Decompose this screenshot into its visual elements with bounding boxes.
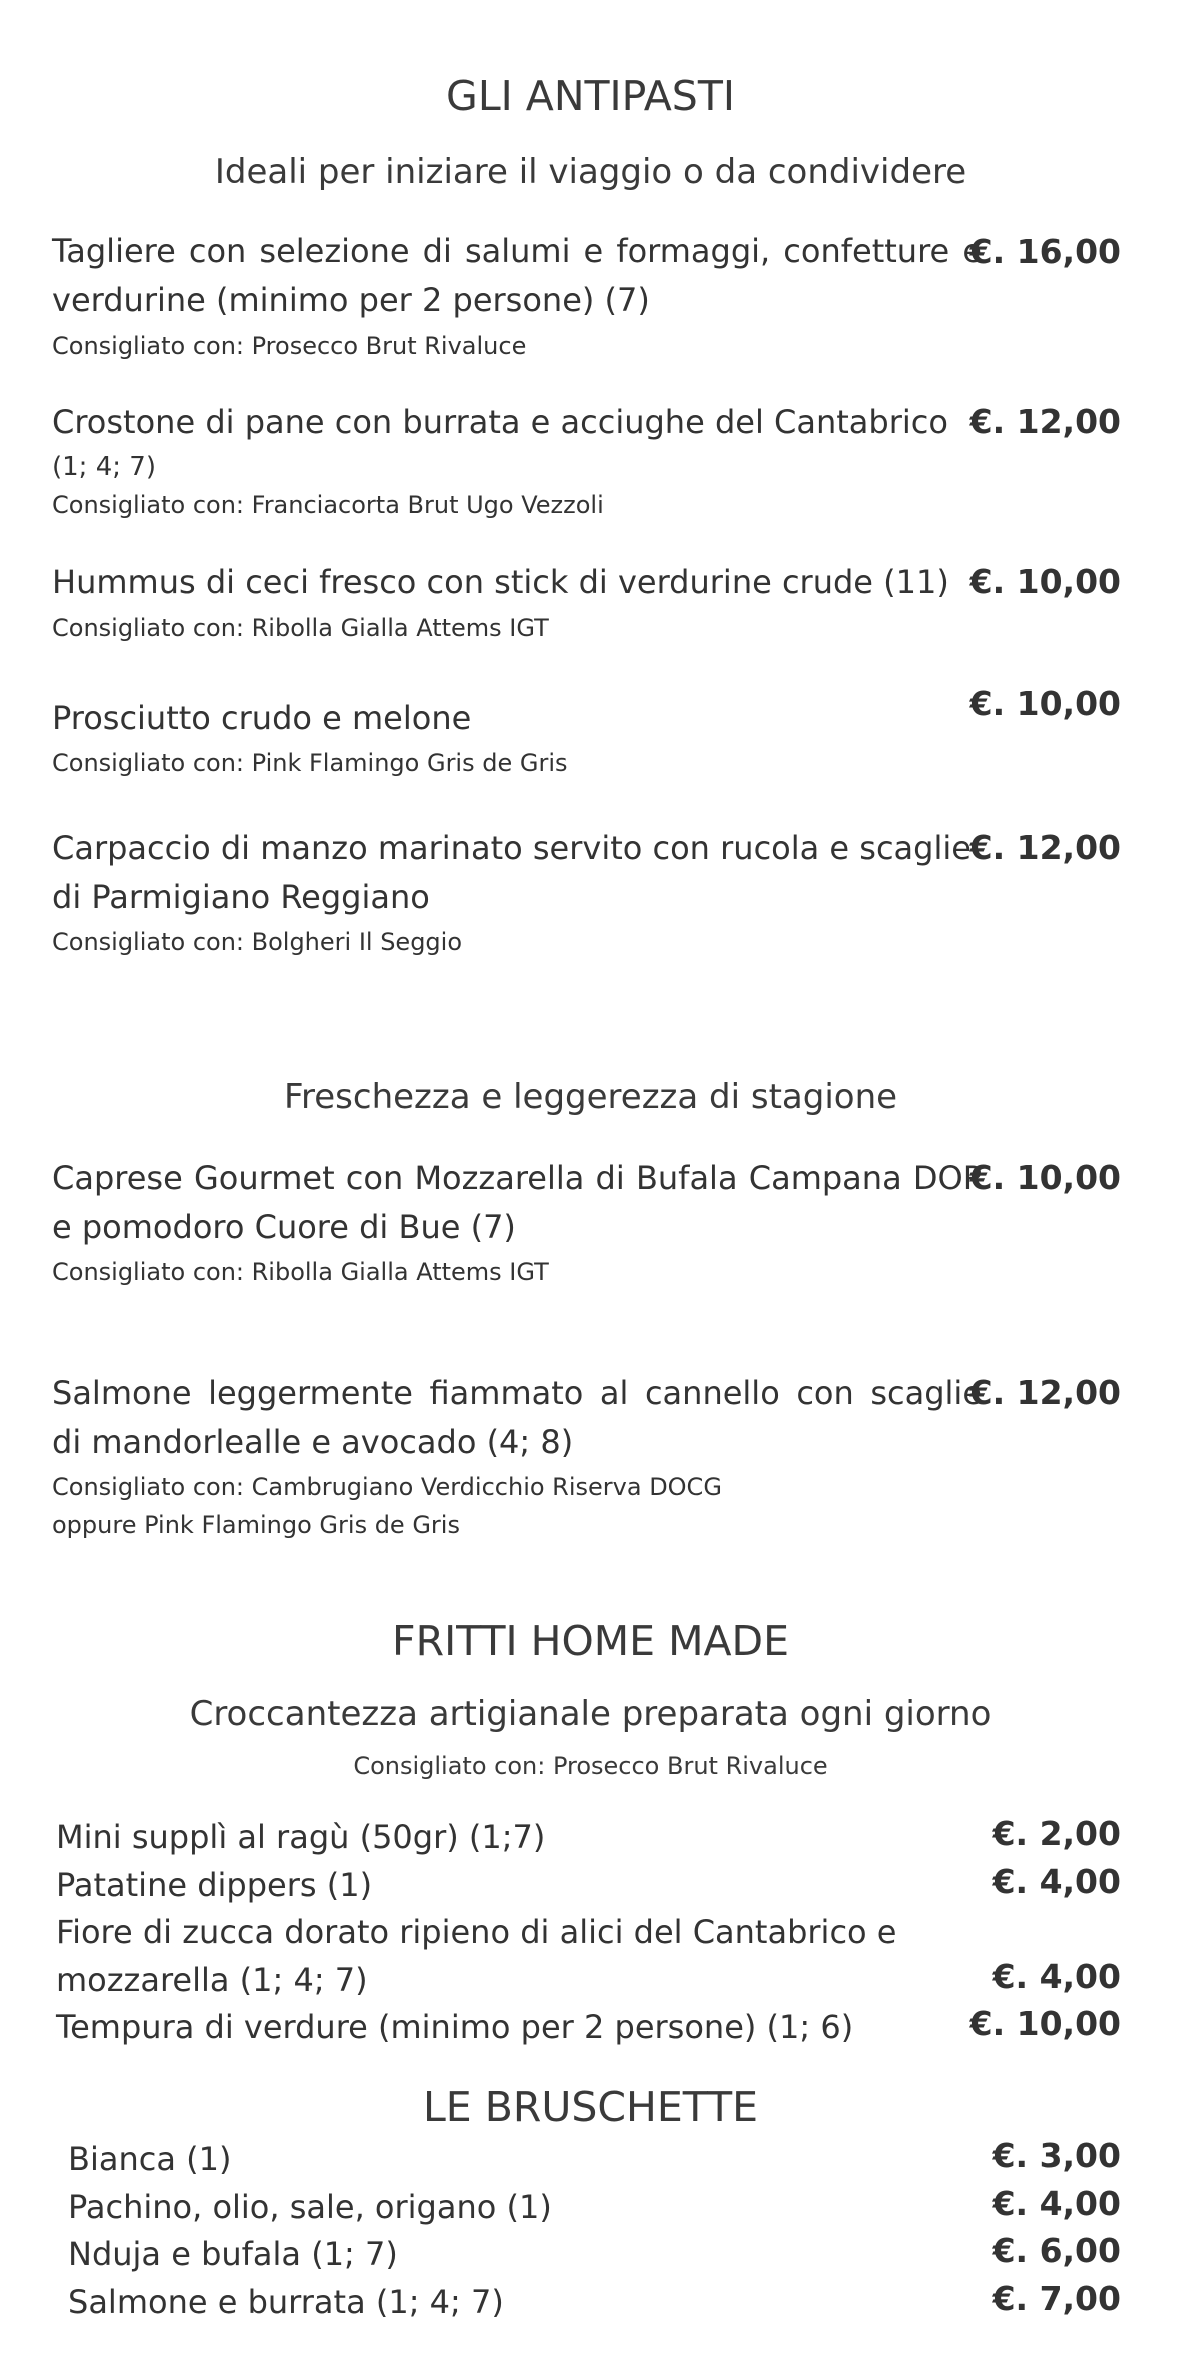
wine-recommendation: Consigliato con: Cambrugiano Verdicchio Riserva DOCG: [52, 1473, 722, 1501]
menu-item-name: Fiore di zucca dorato ripieno di alici del Cantabrico e: [56, 1913, 897, 1951]
menu-item-name: Tagliere con selezione di salumi e formaggi, confetture e verdurine (minimo per 2 persone) (7): [52, 232, 982, 319]
menu-item-price: €. 12,00: [969, 1373, 1121, 1412]
section-subtitle-fritti: Croccantezza artigianale preparata ogni giorno: [189, 1694, 992, 1734]
menu-item-name: Patatine dippers (1): [56, 1866, 373, 1904]
menu-item-name: Hummus di ceci fresco con stick di verdurine crude (11): [52, 563, 949, 601]
menu-item-price: €. 7,00: [992, 2279, 1121, 2318]
menu-item-name: Mini supplì al ragù (50gr) (1;7): [56, 1818, 546, 1856]
menu-item-name: Prosciutto crudo e melone: [52, 699, 472, 737]
wine-recommendation: Consigliato con: Prosecco Brut Rivaluce: [52, 332, 527, 360]
menu-item-price: €. 10,00: [969, 562, 1121, 601]
menu-item-price: €. 10,00: [969, 2004, 1121, 2043]
menu-item-price: €. 4,00: [992, 1862, 1121, 1901]
menu-item-name: Nduja e bufala (1; 7): [68, 2235, 398, 2273]
wine-recommendation: Consigliato con: Pink Flamingo Gris de Gris: [52, 749, 568, 777]
menu-item-price: €. 16,00: [969, 232, 1121, 271]
menu-item-price: €. 12,00: [969, 402, 1121, 441]
menu-item-name: Bianca (1): [68, 2140, 232, 2178]
menu-item-name: Caprese Gourmet con Mozzarella di Bufala Campana DOP e pomodoro Cuore di Bue (7): [52, 1159, 982, 1246]
section-title-antipasti: GLI ANTIPASTI: [446, 72, 735, 120]
menu-item-name: Crostone di pane con burrata e acciughe del Cantabrico: [52, 403, 948, 441]
menu-item-name: Salmone leggermente fiammato al cannello con scaglie di mandorlealle e avocado (4; 8): [52, 1374, 982, 1461]
menu-item-price: €. 10,00: [969, 1158, 1121, 1197]
menu-item-allergens: (1; 4; 7): [52, 452, 156, 482]
menu-item-price: €. 6,00: [992, 2231, 1121, 2270]
menu-item-name: Salmone e burrata (1; 4; 7): [68, 2283, 504, 2321]
section-title-fritti: FRITTI HOME MADE: [392, 1617, 789, 1665]
wine-recommendation: Consigliato con: Franciacorta Brut Ugo Vezzoli: [52, 491, 604, 519]
menu-item-name-cont: mozzarella (1; 4; 7): [56, 1961, 368, 1999]
menu-item-name: Pachino, olio, sale, origano (1): [68, 2188, 552, 2226]
wine-recommendation-alt: oppure Pink Flamingo Gris de Gris: [52, 1511, 460, 1539]
section-subtitle-antipasti: Ideali per iniziare il viaggio o da condividere: [214, 152, 967, 192]
wine-recommendation: Consigliato con: Ribolla Gialla Attems IGT: [52, 614, 549, 642]
menu-item-price: €. 12,00: [969, 828, 1121, 867]
wine-recommendation: Consigliato con: Prosecco Brut Rivaluce: [353, 1752, 828, 1780]
menu-item-price: €. 10,00: [969, 684, 1121, 723]
menu-item-price: €. 4,00: [992, 1957, 1121, 1996]
menu-item-name: Carpaccio di manzo marinato servito con rucola e scaglie di Parmigiano Reggiano: [52, 829, 971, 916]
menu-item-name: Tempura di verdure (minimo per 2 persone) (1; 6): [56, 2008, 854, 2046]
menu-item-price: €. 4,00: [992, 2184, 1121, 2223]
section-title-bruschette: LE BRUSCHETTE: [422, 2083, 759, 2131]
menu-item-price: €. 3,00: [992, 2136, 1121, 2175]
wine-recommendation: Consigliato con: Ribolla Gialla Attems IGT: [52, 1258, 549, 1286]
menu-item-price: €. 2,00: [992, 1814, 1121, 1853]
wine-recommendation: Consigliato con: Bolgheri Il Seggio: [52, 928, 463, 956]
section-subtitle-freschezza: Freschezza e leggerezza di stagione: [283, 1077, 898, 1117]
